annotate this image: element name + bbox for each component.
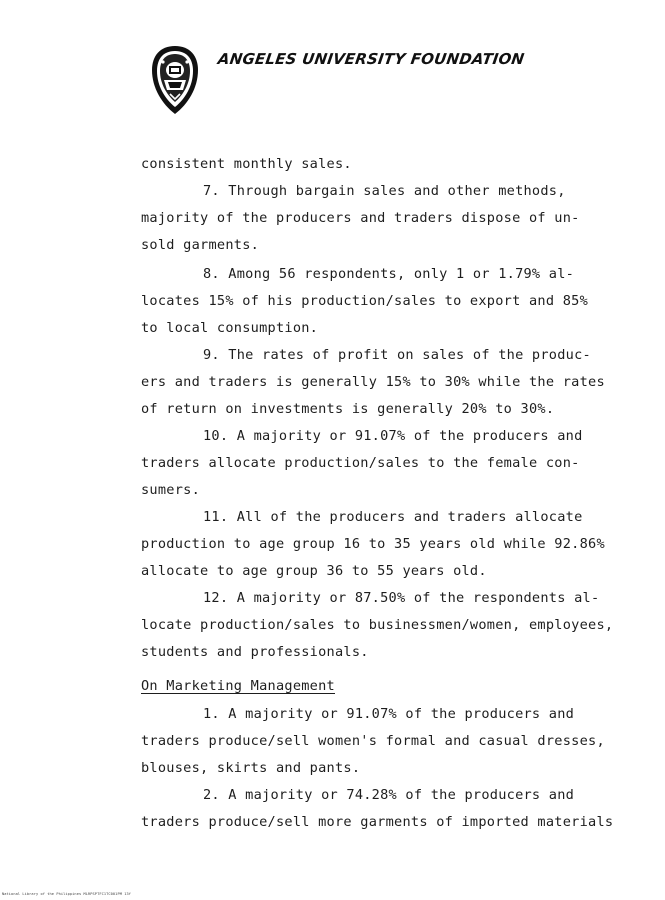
- text-line: ers and traders is generally 15% to 30% while the rates: [141, 374, 605, 390]
- list-item-12: 12. A majority or 87.50% of the respondents al-: [203, 590, 600, 606]
- university-seal-icon: [150, 44, 200, 116]
- text-line: to local consumption.: [141, 320, 319, 336]
- list-item-8: 8. Among 56 respondents, only 1 or 1.79% al-: [203, 266, 575, 282]
- text-line: consistent monthly sales.: [141, 156, 352, 172]
- text-line: production to age group 16 to 35 years old while 92.86%: [141, 536, 605, 552]
- text-line: majority of the producers and traders dispose of un-: [141, 210, 580, 226]
- text-line: traders produce/sell women's formal and casual dresses,: [141, 733, 605, 749]
- list-item-9: 9. The rates of profit on sales of the produc-: [203, 347, 591, 363]
- text-line: traders produce/sell more garments of imported materials: [141, 814, 614, 830]
- list-item-2: 2. A majority or 74.28% of the producers and: [203, 787, 575, 803]
- organization-name: ANGELES UNIVERSITY FOUNDATION: [216, 50, 526, 68]
- text-line: sumers.: [141, 482, 201, 498]
- text-line: allocate to age group 36 to 55 years old.: [141, 563, 487, 579]
- text-line: blouses, skirts and pants.: [141, 760, 361, 776]
- list-item-11: 11. All of the producers and traders allocate: [203, 509, 583, 525]
- text-line: traders allocate production/sales to the female con-: [141, 455, 580, 471]
- section-heading: On Marketing Management: [141, 678, 335, 694]
- list-item-7: 7. Through bargain sales and other methods,: [203, 183, 566, 199]
- archive-footer: National Library of the Philippines MLRPSPTFC1TC001PM 13f: [2, 892, 132, 896]
- text-line: locate production/sales to businessmen/women, employees,: [141, 617, 614, 633]
- text-line: students and professionals.: [141, 644, 369, 660]
- list-item-10: 10. A majority or 91.07% of the producers and: [203, 428, 583, 444]
- list-item-1: 1. A majority or 91.07% of the producers and: [203, 706, 575, 722]
- text-line: locates 15% of his production/sales to export and 85%: [141, 293, 589, 309]
- text-line: of return on investments is generally 20% to 30%.: [141, 401, 555, 417]
- text-line: sold garments.: [141, 237, 260, 253]
